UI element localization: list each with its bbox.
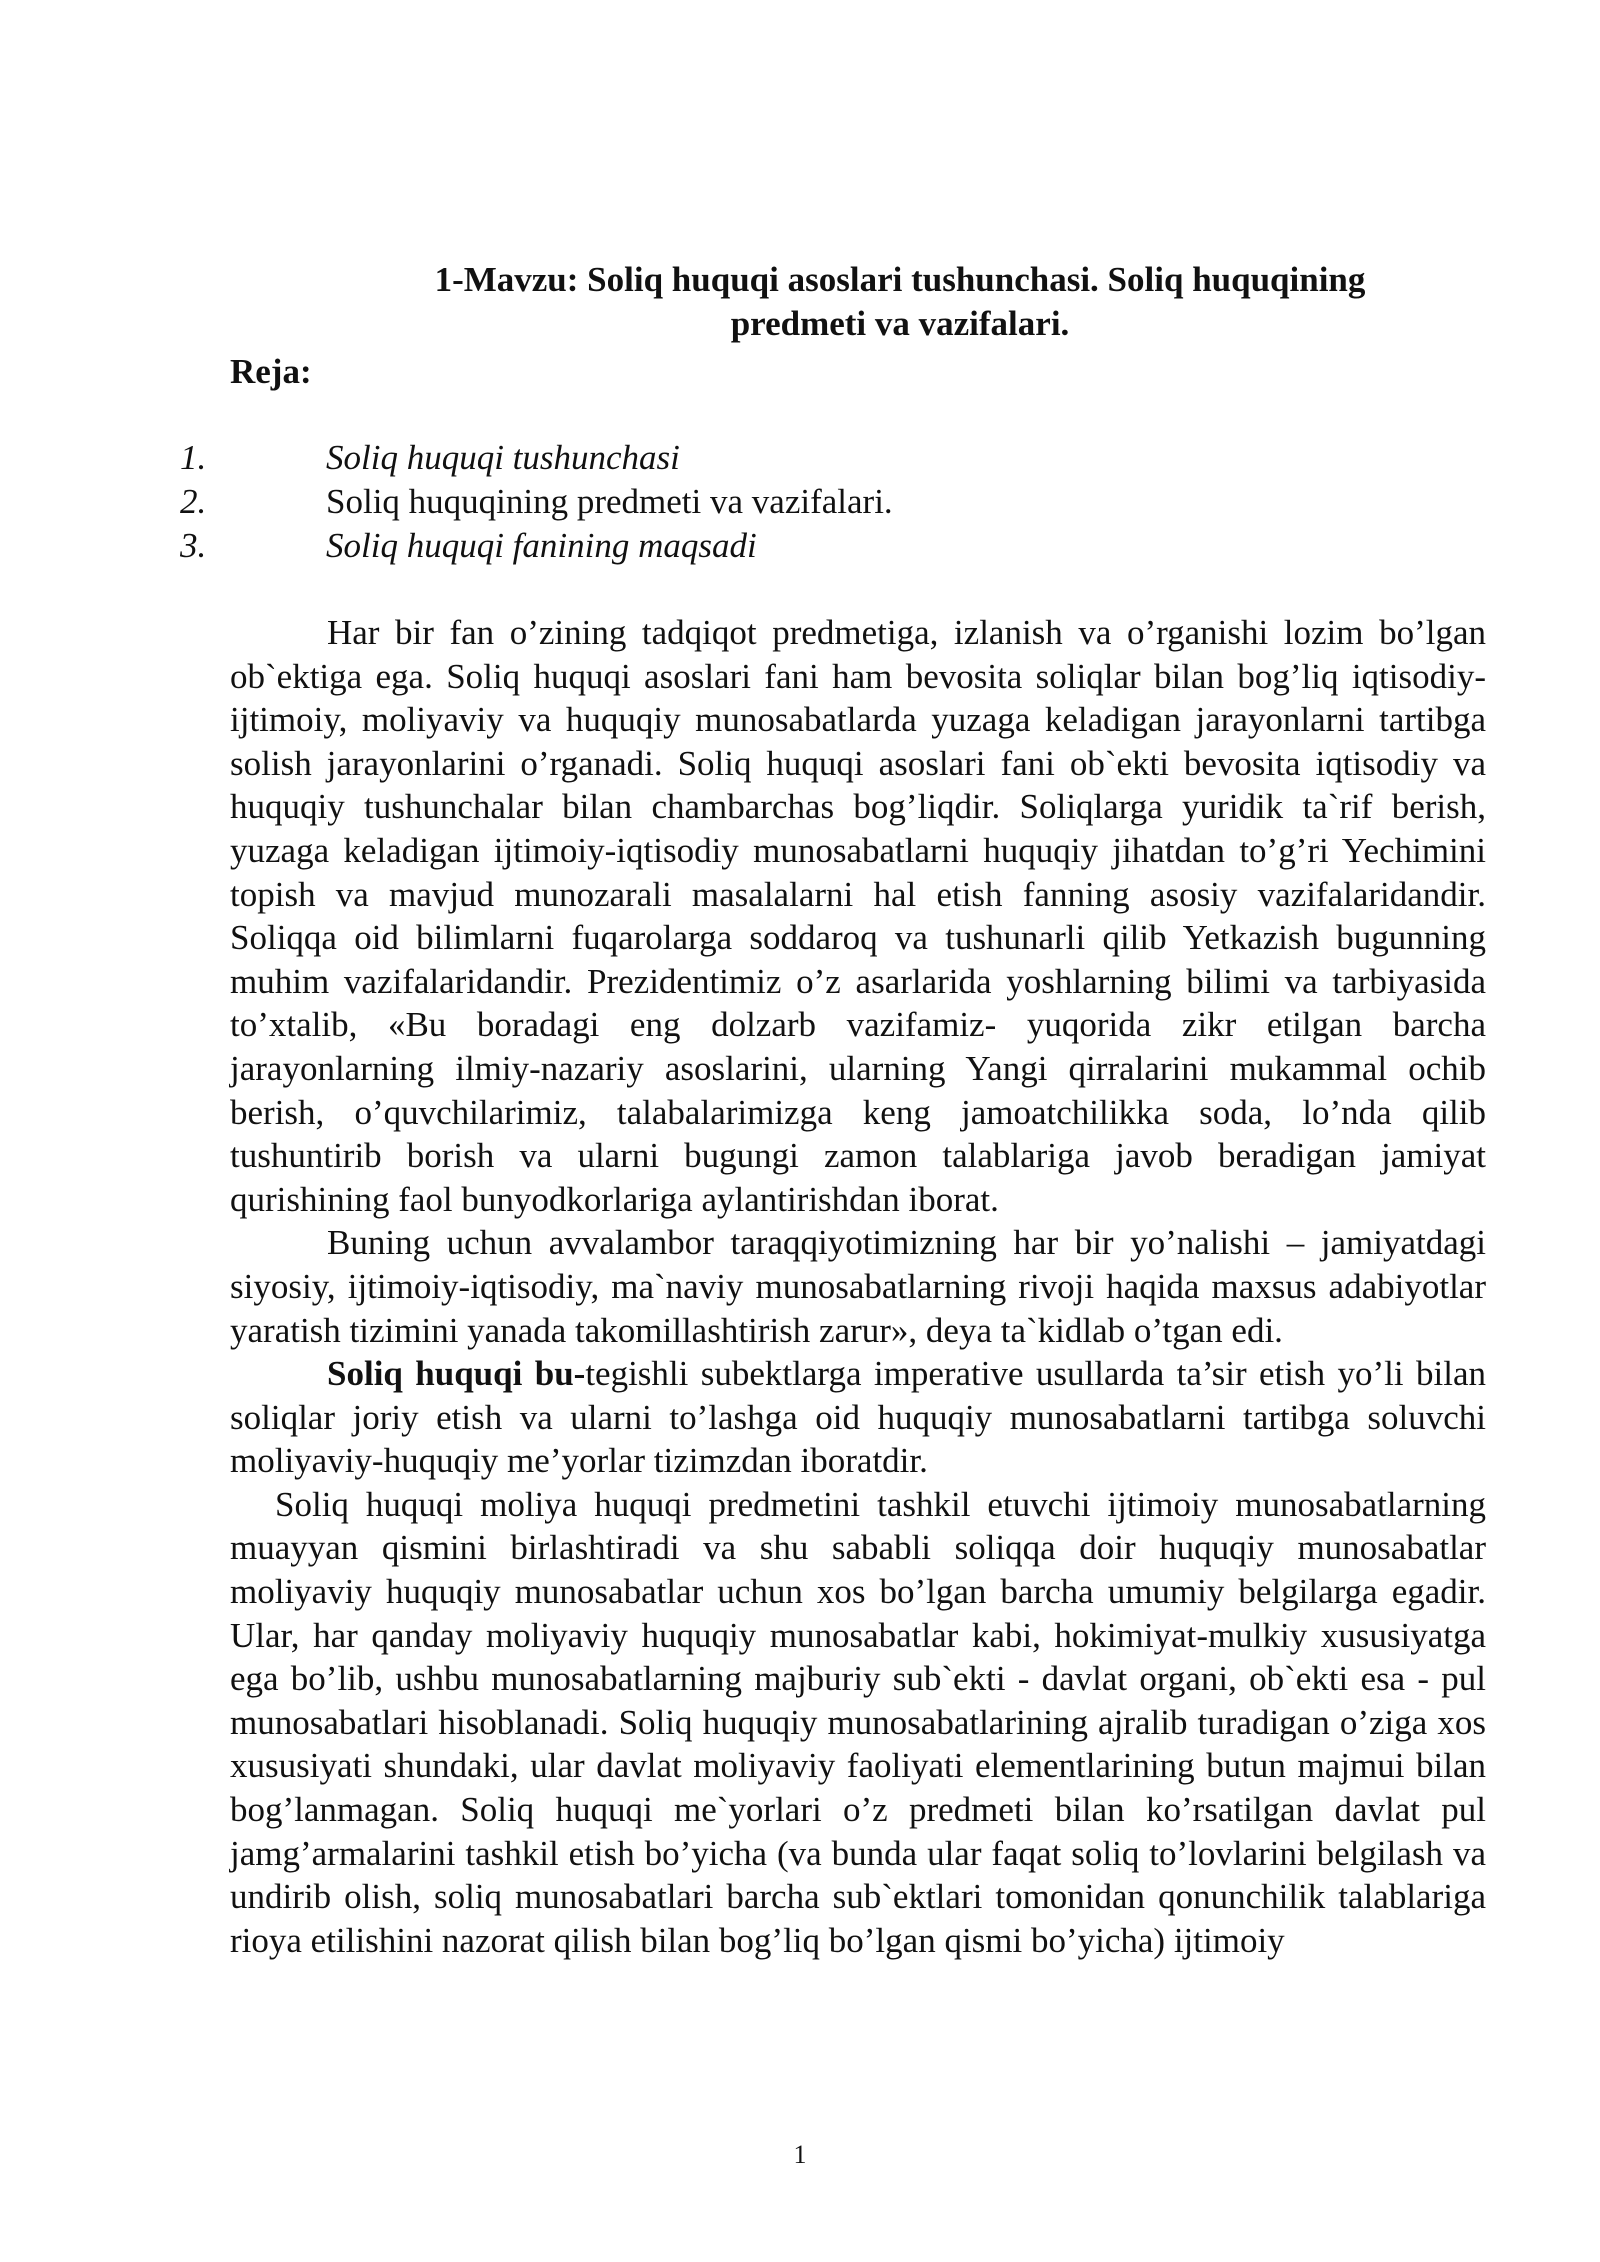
- page-number: 1: [793, 2140, 807, 2169]
- title-line-2: predmeti va vazifalari.: [730, 304, 1070, 343]
- plan-item: [0, 480, 1600, 524]
- plan-item: [0, 524, 1600, 568]
- plan-item: [0, 436, 1600, 480]
- plan-item-number: 2.: [180, 482, 207, 521]
- paragraph: Buning uchun avvalambor taraqqiyotimizning har bir yo’nalishi – jamiyatdagi siyosiy, ijtimoiy-iqtisodiy, ma`naviy munosabatlarning rivoji haqida maxsus adabiyotlar yaratish tizimini yanada takomillashtirish zarur», deya ta`kidlab o’tgan edi.: [230, 1223, 1486, 1350]
- definition-paragraph: [230, 1352, 1486, 1483]
- plan-heading: Reja:: [230, 352, 312, 391]
- plan-list: [0, 436, 1600, 568]
- plan-item-text: Soliq huquqi fanining maqsadi: [326, 526, 757, 565]
- plan-item-number: 1.: [180, 438, 207, 477]
- plan-item-text: Soliq huquqining predmeti va vazifalari.: [326, 482, 893, 521]
- definition-text: tegishli subektlarga imperative usullarda ta’sir etish yo’li bilan soliqlar joriy etish va ularni to’lashga oid huquqiy munosabatlarni tartibga soluvchi moliyaviy-huquqiy me’yorlar tizimzdan iboratdir.: [230, 1354, 1487, 1481]
- plan-item-text: Soliq huquqi tushunchasi: [326, 438, 680, 477]
- definition-term: Soliq huquqi bu-: [327, 1354, 586, 1394]
- paragraph: Soliq huquqi moliya huquqi predmetini tashkil etuvchi ijtimoiy munosabatlarning muayyan qismini birlashtiradi va shu sababli soliqqa doir huquqiy munosabatlar moliyaviy huquqiy munosabatlar uchun xos bo’lgan barcha umumiy belgilarga egadir. Ular, har qanday moliyaviy huquqiy munosabatlar kabi, hokimiyat-mulkiy xususiyatga ega bo’lib, ushbu munosabatlarning majburiy sub`ekti - davlat organi, ob`ekti esa - pul munosabatlari hisoblanadi. Soliq huquqiy munosabatlarining ajralib turadigan o’ziga xos xususiyati shundaki, ular davlat moliyaviy faoliyati elementlarining butun majmui bilan bog’lanmagan. Soliq huquqi me`yorlari o’z predmeti bilan ko’rsatilgan davlat pul jamg’armalarini tashkil etish bo’yicha (va bunda ular faqat soliq to’lovlarini belgilash va undirib olish, soliq munosabatlari barcha sub`ektlari tomonidan qonunchilik talablariga rioya etilishini nazorat qilish bilan bog’liq bo’lgan qismi bo’yicha) ijtimoiy: [230, 1484, 1486, 1960]
- plan-item-number: 3.: [180, 526, 207, 565]
- body-text: [230, 611, 1486, 1962]
- page-title: [400, 258, 1400, 346]
- paragraph: Har bir fan o’zining tadqiqot predmetiga, izlanish va o’rganishi lozim bo’lgan ob`ektiga ega. Soliq huquqi asoslari fani ham bevosita soliqlar bilan bog’liq iqtisodiy-ijtimoiy, moliyaviy va huquqiy munosabatlarda yuzaga keladigan jarayonlarni tartibga solish jarayonlarini o’rganadi. Soliq huquqi asoslari fani ob`ekti bevosita iqtisodiy va huquqiy tushunchalar bilan chambarchas bog’liqdir. Soliqlarga yuridik ta`rif berish, yuzaga keladigan ijtimoiy-iqtisodiy munosabatlarni huquqiy jihatdan to’g’ri Yechimini topish va mavjud munozarali masalalarni hal etish fanning asosiy vazifalaridandir. Soliqqa oid bilimlarni fuqarolarga soddaroq va tushunarli qilib Yetkazish bugunning muhim vazifalaridandir. Prezidentimiz o’z asarlarida yoshlarning bilimi va tarbiyasida to’xtalib, «Bu boradagi eng dolzarb vazifamiz- yuqorida zikr etilgan barcha jarayonlarning ilmiy-nazariy asoslarini, ularning Yangi qirralarini mukammal ochib berish, o’quvchilarimiz, talabalarimizga keng jamoatchilikka soda, lo’nda qilib tushuntirib borish va ularni bugungi zamon talablariga javob beradigan jamiyat qurishining faol bunyodkorlariga aylantirishdan iborat.: [230, 613, 1486, 1219]
- title-line-1: 1-Mavzu: Soliq huquqi asoslari tushunchasi. Soliq huquqining: [434, 260, 1366, 299]
